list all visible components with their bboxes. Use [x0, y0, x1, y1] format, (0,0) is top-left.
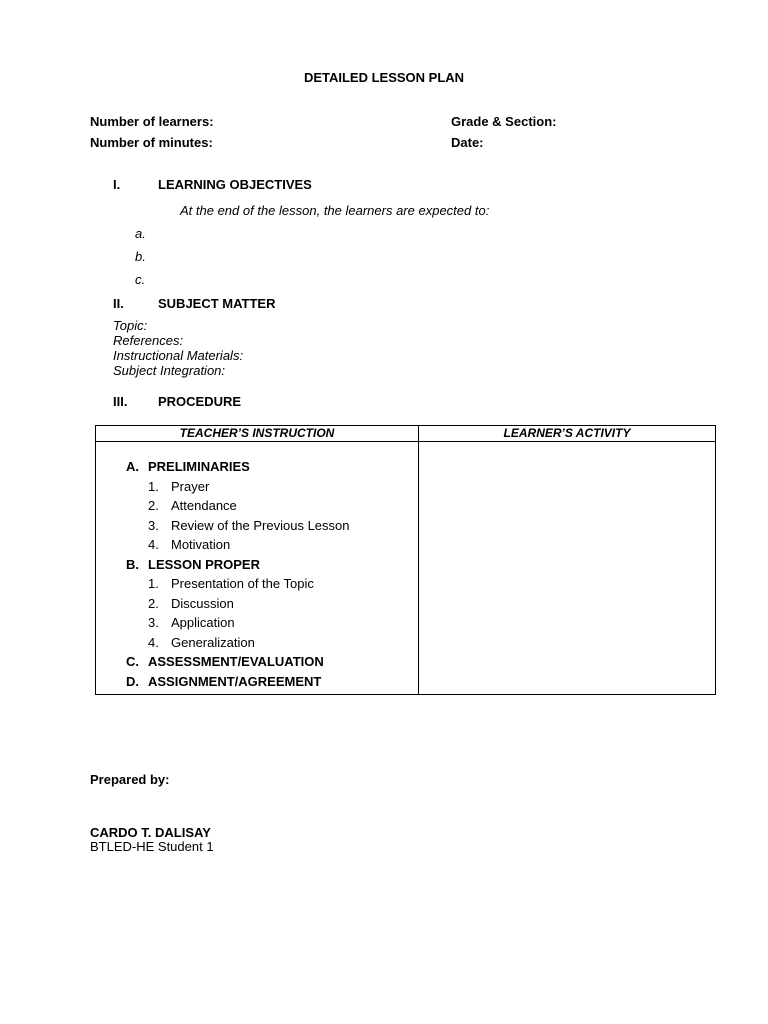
number-of-minutes-label: Number of minutes:	[90, 135, 213, 150]
section-title-procedure: PROCEDURE	[158, 394, 242, 409]
table-column-divider	[418, 426, 419, 694]
section-number-objectives: I.	[113, 177, 121, 192]
date-label: Date:	[451, 135, 484, 150]
prepared-by-label: Prepared by:	[90, 772, 170, 787]
procedure-item-text: Prayer	[171, 479, 210, 494]
procedure-group-letter: D.	[126, 674, 139, 689]
procedure-item-text: Presentation of the Topic	[171, 576, 314, 591]
subject-matter-topic: Topic:	[113, 318, 148, 333]
procedure-group-title: PRELIMINARIES	[148, 459, 250, 474]
table-header-rule	[96, 441, 715, 442]
procedure-group-letter: B.	[126, 557, 139, 572]
preparer-name: CARDO T. DALISAY	[90, 825, 211, 840]
procedure-group-title: ASSIGNMENT/AGREEMENT	[148, 674, 322, 689]
section-title-objectives: LEARNING OBJECTIVES	[158, 177, 312, 192]
procedure-item-text: Attendance	[171, 498, 237, 513]
procedure-item-number: 2.	[148, 498, 159, 513]
column-header-teacher: TEACHER’S INSTRUCTION	[179, 426, 335, 440]
preparer-role: BTLED-HE Student 1	[90, 839, 214, 854]
procedure-item-number: 2.	[148, 596, 159, 611]
procedure-group-title: ASSESSMENT/EVALUATION	[148, 654, 324, 669]
procedure-table	[95, 425, 716, 695]
procedure-item-number: 1.	[148, 576, 159, 591]
document-title: DETAILED LESSON PLAN	[303, 70, 465, 85]
procedure-item-text: Generalization	[171, 635, 255, 650]
procedure-item-text: Motivation	[171, 537, 231, 552]
subject-matter-references: References:	[113, 333, 184, 348]
objective-item: a.	[135, 226, 146, 241]
objective-item: c.	[135, 272, 146, 287]
number-of-learners-label: Number of learners:	[90, 114, 214, 129]
procedure-group-letter: A.	[126, 459, 139, 474]
procedure-group-title: LESSON PROPER	[148, 557, 260, 572]
procedure-item-text: Discussion	[171, 596, 234, 611]
subject-matter-materials: Instructional Materials:	[113, 348, 244, 363]
procedure-item-text: Review of the Previous Lesson	[171, 518, 350, 533]
procedure-item-number: 4.	[148, 635, 159, 650]
column-header-learner: LEARNER’S ACTIVITY	[503, 426, 631, 440]
procedure-item-number: 4.	[148, 537, 159, 552]
section-number-procedure: III.	[113, 394, 128, 409]
objective-item: b.	[135, 249, 146, 264]
objectives-intro: At the end of the lesson, the learners are expected to:	[180, 203, 490, 218]
procedure-item-number: 1.	[148, 479, 159, 494]
procedure-item-number: 3.	[148, 615, 159, 630]
procedure-group-letter: C.	[126, 654, 139, 669]
grade-section-label: Grade & Section:	[451, 114, 557, 129]
procedure-item-text: Application	[171, 615, 235, 630]
section-title-subject-matter: SUBJECT MATTER	[158, 296, 276, 311]
procedure-item-number: 3.	[148, 518, 159, 533]
subject-matter-integration: Subject Integration:	[113, 363, 226, 378]
section-number-subject-matter: II.	[113, 296, 124, 311]
